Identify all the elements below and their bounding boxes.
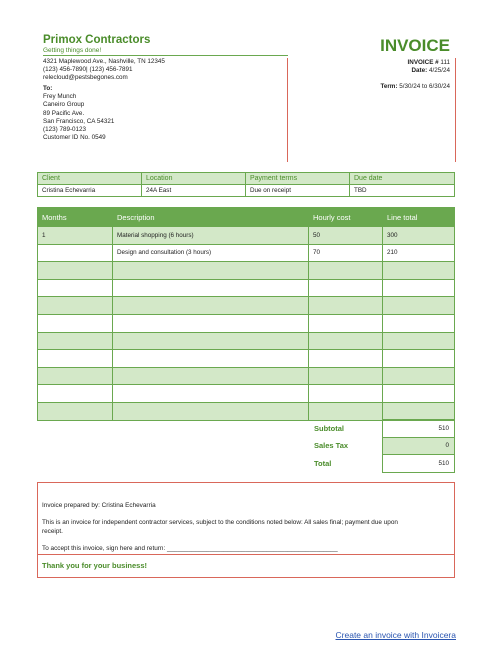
client-cell: Cristina Echevarria (38, 185, 142, 197)
bill-to-name: Frey Munch (43, 93, 77, 101)
sales-tax-label: Sales Tax (314, 441, 349, 451)
due-date-header: Due date (350, 173, 455, 185)
bill-to-company: Caneiro Group (43, 101, 85, 109)
line-total-cell (383, 314, 455, 332)
table-row (38, 385, 455, 403)
table-row (38, 367, 455, 385)
invoice-term: 5/30/24 to 6/30/24 (399, 83, 450, 91)
bill-to-block (43, 85, 114, 142)
description-cell: Material shopping (6 hours) (113, 227, 309, 245)
header-divider (43, 55, 288, 56)
company-name: Primox Contractors (43, 34, 151, 46)
line-total-header: Line total (383, 208, 455, 227)
months-cell (38, 279, 113, 297)
description-cell (113, 314, 309, 332)
months-cell: 1 (38, 227, 113, 245)
client-table-header (38, 173, 455, 185)
hourly-cost-cell (309, 279, 383, 297)
line-total-cell (383, 332, 455, 350)
table-row (38, 314, 455, 332)
totals-table (308, 419, 455, 473)
client-table (37, 172, 455, 197)
invoice-date-label: Date: (411, 67, 428, 75)
location-cell: 24A East (142, 185, 246, 197)
invoice-number-label: INVOICE # (407, 59, 439, 66)
line-total-cell (383, 385, 455, 403)
thank-you-message: Thank you for your business! (42, 561, 148, 570)
months-cell (38, 367, 113, 385)
phone-line: (123) 456-7890| (123) 456-7891 (43, 66, 133, 74)
sales-tax-value: 0 (382, 437, 455, 455)
bill-to-phone: (123) 789-0123 (43, 126, 87, 134)
subtotal-value: 510 (382, 420, 455, 438)
hourly-cost-cell (309, 402, 383, 420)
table-row (38, 244, 455, 262)
description-cell (113, 402, 309, 420)
conditions-line-2: receipt. (42, 528, 63, 535)
total-row (308, 455, 455, 473)
items-table-header (38, 208, 455, 227)
hourly-cost-cell (309, 314, 383, 332)
description-cell (113, 385, 309, 403)
sales-tax-row (308, 437, 455, 455)
email-line: relecloud@pestsbegones.com (43, 74, 128, 82)
line-total-cell (383, 367, 455, 385)
months-cell (38, 262, 113, 280)
hourly-cost-cell (309, 367, 383, 385)
notes-divider (37, 554, 455, 555)
invoice-meta (380, 59, 450, 92)
description-cell: Design and consultation (3 hours) (113, 244, 309, 262)
months-header: Months (38, 208, 113, 227)
subtotal-label: Subtotal (314, 423, 344, 433)
address-line: 4321 Maplewood Ave., Nashville, TN 12345 (43, 58, 165, 65)
months-cell (38, 402, 113, 420)
invoice-title: INVOICE (380, 36, 450, 55)
description-cell (113, 367, 309, 385)
months-cell (38, 332, 113, 350)
table-row (38, 297, 455, 315)
line-total-cell (383, 402, 455, 420)
client-table-row (38, 185, 455, 197)
description-header: Description (113, 208, 309, 227)
months-cell (38, 350, 113, 368)
hourly-cost-header: Hourly cost (309, 208, 383, 227)
description-cell (113, 262, 309, 280)
table-row (38, 402, 455, 420)
line-total-cell (383, 279, 455, 297)
invoice-date: 4/25/24 (428, 67, 450, 75)
hourly-cost-cell: 50 (309, 227, 383, 245)
company-tagline: Getting things done! (43, 47, 102, 54)
months-cell (38, 244, 113, 262)
bill-to-city: San Francisco, CA 54321 (43, 117, 115, 125)
payment-terms-cell: Due on receipt (246, 185, 350, 197)
vertical-divider-right (455, 58, 456, 162)
hourly-cost-cell: 70 (309, 244, 383, 262)
conditions-line-1: This is an invoice for independent contractor services, subject to the conditions noted below: All sales final; payment due upon (42, 519, 398, 526)
table-row (38, 262, 455, 280)
line-total-cell (383, 262, 455, 280)
line-total-cell (383, 297, 455, 315)
bill-to-street: 89 Pacific Ave. (43, 109, 85, 117)
signature-line[interactable]: To accept this invoice, sign here and return: ________________________________________________ (42, 545, 338, 552)
line-total-cell: 300 (383, 227, 455, 245)
description-cell (113, 279, 309, 297)
months-cell (38, 297, 113, 315)
hourly-cost-cell (309, 332, 383, 350)
client-header: Client (38, 173, 142, 185)
invoice-term-label: Term: (380, 83, 398, 91)
create-invoice-link[interactable]: Create an invoice with Invoicera (335, 630, 456, 640)
vertical-divider-left (287, 58, 288, 162)
bill-to-label: To: (43, 85, 53, 92)
hourly-cost-cell (309, 385, 383, 403)
line-total-cell (383, 350, 455, 368)
location-header: Location (142, 173, 246, 185)
months-cell (38, 385, 113, 403)
invoice-number: 111 (440, 59, 450, 66)
months-cell (38, 314, 113, 332)
line-total-cell: 210 (383, 244, 455, 262)
table-row (38, 350, 455, 368)
hourly-cost-cell (309, 297, 383, 315)
bill-to-customer-id: Customer ID No. 0549 (43, 134, 106, 142)
subtotal-row (308, 420, 455, 438)
prepared-by: Invoice prepared by: Cristina Echevarria (42, 502, 156, 509)
items-table (37, 207, 455, 421)
hourly-cost-cell (309, 262, 383, 280)
table-row (38, 332, 455, 350)
description-cell (113, 350, 309, 368)
total-value: 510 (382, 455, 455, 473)
due-date-cell: TBD (350, 185, 455, 197)
description-cell (113, 297, 309, 315)
description-cell (113, 332, 309, 350)
table-row (38, 279, 455, 297)
table-row (38, 227, 455, 245)
hourly-cost-cell (309, 350, 383, 368)
payment-terms-header: Payment terms (246, 173, 350, 185)
total-label: Total (314, 458, 332, 468)
company-address (43, 58, 165, 83)
